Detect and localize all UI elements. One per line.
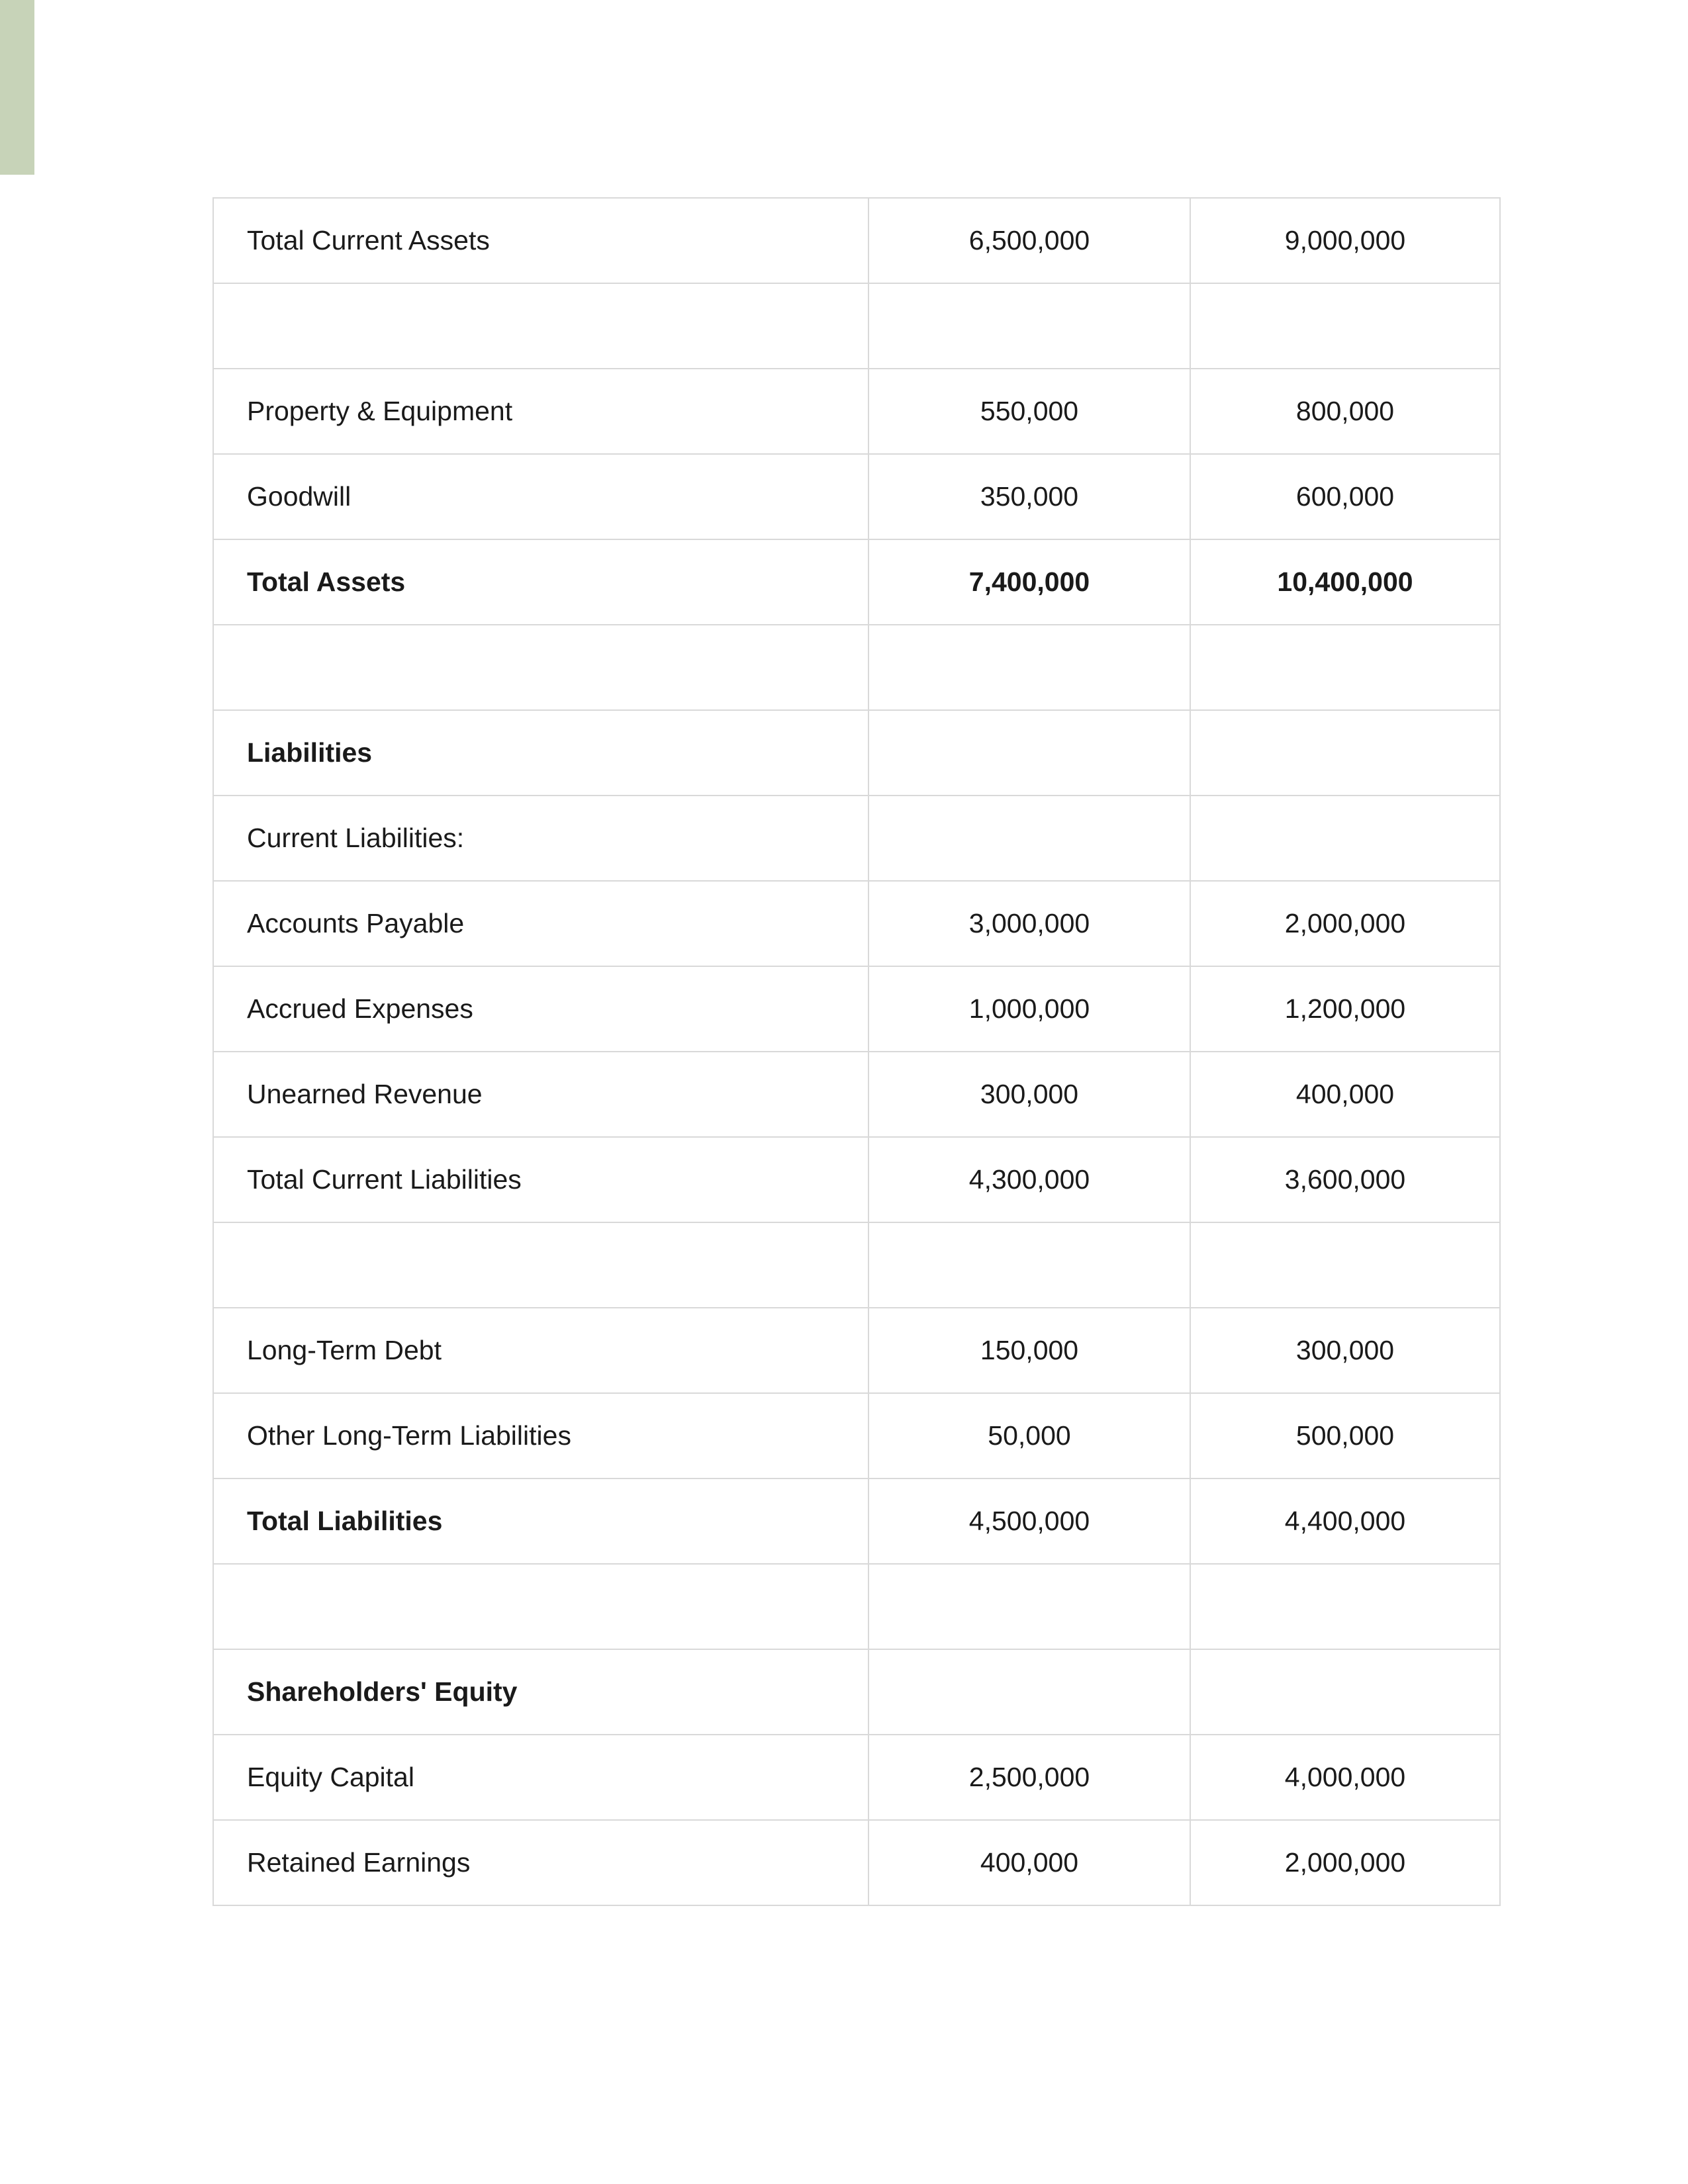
table-row [213,369,1500,454]
value-period-1: 7,400,000 [868,539,1190,625]
value-period-2: 2,000,000 [1190,1820,1500,1905]
row-label: Retained Earnings [213,1820,868,1905]
corner-accent-tab [0,0,34,175]
value-period-2: 3,600,000 [1190,1137,1500,1222]
table-row [213,881,1500,966]
value-period-1 [868,283,1190,369]
spacer-row [213,1222,1500,1308]
value-period-1: 2,500,000 [868,1735,1190,1820]
row-label: Property & Equipment [213,369,868,454]
section-heading-row [213,1649,1500,1735]
table-row [213,1820,1500,1905]
value-period-1: 50,000 [868,1393,1190,1479]
row-label: Unearned Revenue [213,1052,868,1137]
row-label [213,283,868,369]
value-period-1: 400,000 [868,1820,1190,1905]
value-period-2: 10,400,000 [1190,539,1500,625]
balance-sheet-table [212,197,1501,1906]
table-row [213,1393,1500,1479]
value-period-2: 500,000 [1190,1393,1500,1479]
value-period-1 [868,1564,1190,1649]
section-heading-equity: Shareholders' Equity [213,1649,868,1735]
value-period-1 [868,1222,1190,1308]
value-period-1: 150,000 [868,1308,1190,1393]
spacer-row [213,625,1500,710]
value-period-2: 600,000 [1190,454,1500,539]
value-period-1 [868,625,1190,710]
row-label [213,1564,868,1649]
total-liabilities-row [213,1479,1500,1564]
row-label: Current Liabilities: [213,796,868,881]
row-label: Goodwill [213,454,868,539]
value-period-2 [1190,283,1500,369]
table-row [213,1052,1500,1137]
value-period-2 [1190,1222,1500,1308]
spacer-row [213,1564,1500,1649]
value-period-2: 800,000 [1190,369,1500,454]
value-period-2 [1190,710,1500,796]
value-period-2: 1,200,000 [1190,966,1500,1052]
value-period-1 [868,710,1190,796]
row-label: Accounts Payable [213,881,868,966]
row-label [213,1222,868,1308]
value-period-2: 4,000,000 [1190,1735,1500,1820]
value-period-1: 1,000,000 [868,966,1190,1052]
value-period-2 [1190,796,1500,881]
value-period-1 [868,1649,1190,1735]
value-period-1: 6,500,000 [868,198,1190,283]
value-period-2: 400,000 [1190,1052,1500,1137]
value-period-2 [1190,1649,1500,1735]
value-period-2: 300,000 [1190,1308,1500,1393]
row-label: Accrued Expenses [213,966,868,1052]
table-row [213,198,1500,283]
value-period-1: 300,000 [868,1052,1190,1137]
value-period-1: 4,300,000 [868,1137,1190,1222]
table-row [213,1308,1500,1393]
row-label: Total Current Assets [213,198,868,283]
value-period-1: 350,000 [868,454,1190,539]
row-label: Long-Term Debt [213,1308,868,1393]
value-period-2 [1190,1564,1500,1649]
value-period-2: 2,000,000 [1190,881,1500,966]
value-period-2: 9,000,000 [1190,198,1500,283]
table-row [213,1137,1500,1222]
row-label: Total Assets [213,539,868,625]
total-assets-row [213,539,1500,625]
table-row [213,966,1500,1052]
row-label: Equity Capital [213,1735,868,1820]
subsection-heading-row [213,796,1500,881]
row-label: Total Liabilities [213,1479,868,1564]
row-label: Other Long-Term Liabilities [213,1393,868,1479]
value-period-2 [1190,625,1500,710]
row-label [213,625,868,710]
section-heading-liabilities: Liabilities [213,710,868,796]
table-row [213,1735,1500,1820]
value-period-1: 4,500,000 [868,1479,1190,1564]
table-row [213,454,1500,539]
row-label: Total Current Liabilities [213,1137,868,1222]
value-period-1 [868,796,1190,881]
spacer-row [213,283,1500,369]
value-period-1: 3,000,000 [868,881,1190,966]
value-period-2: 4,400,000 [1190,1479,1500,1564]
section-heading-row [213,710,1500,796]
value-period-1: 550,000 [868,369,1190,454]
